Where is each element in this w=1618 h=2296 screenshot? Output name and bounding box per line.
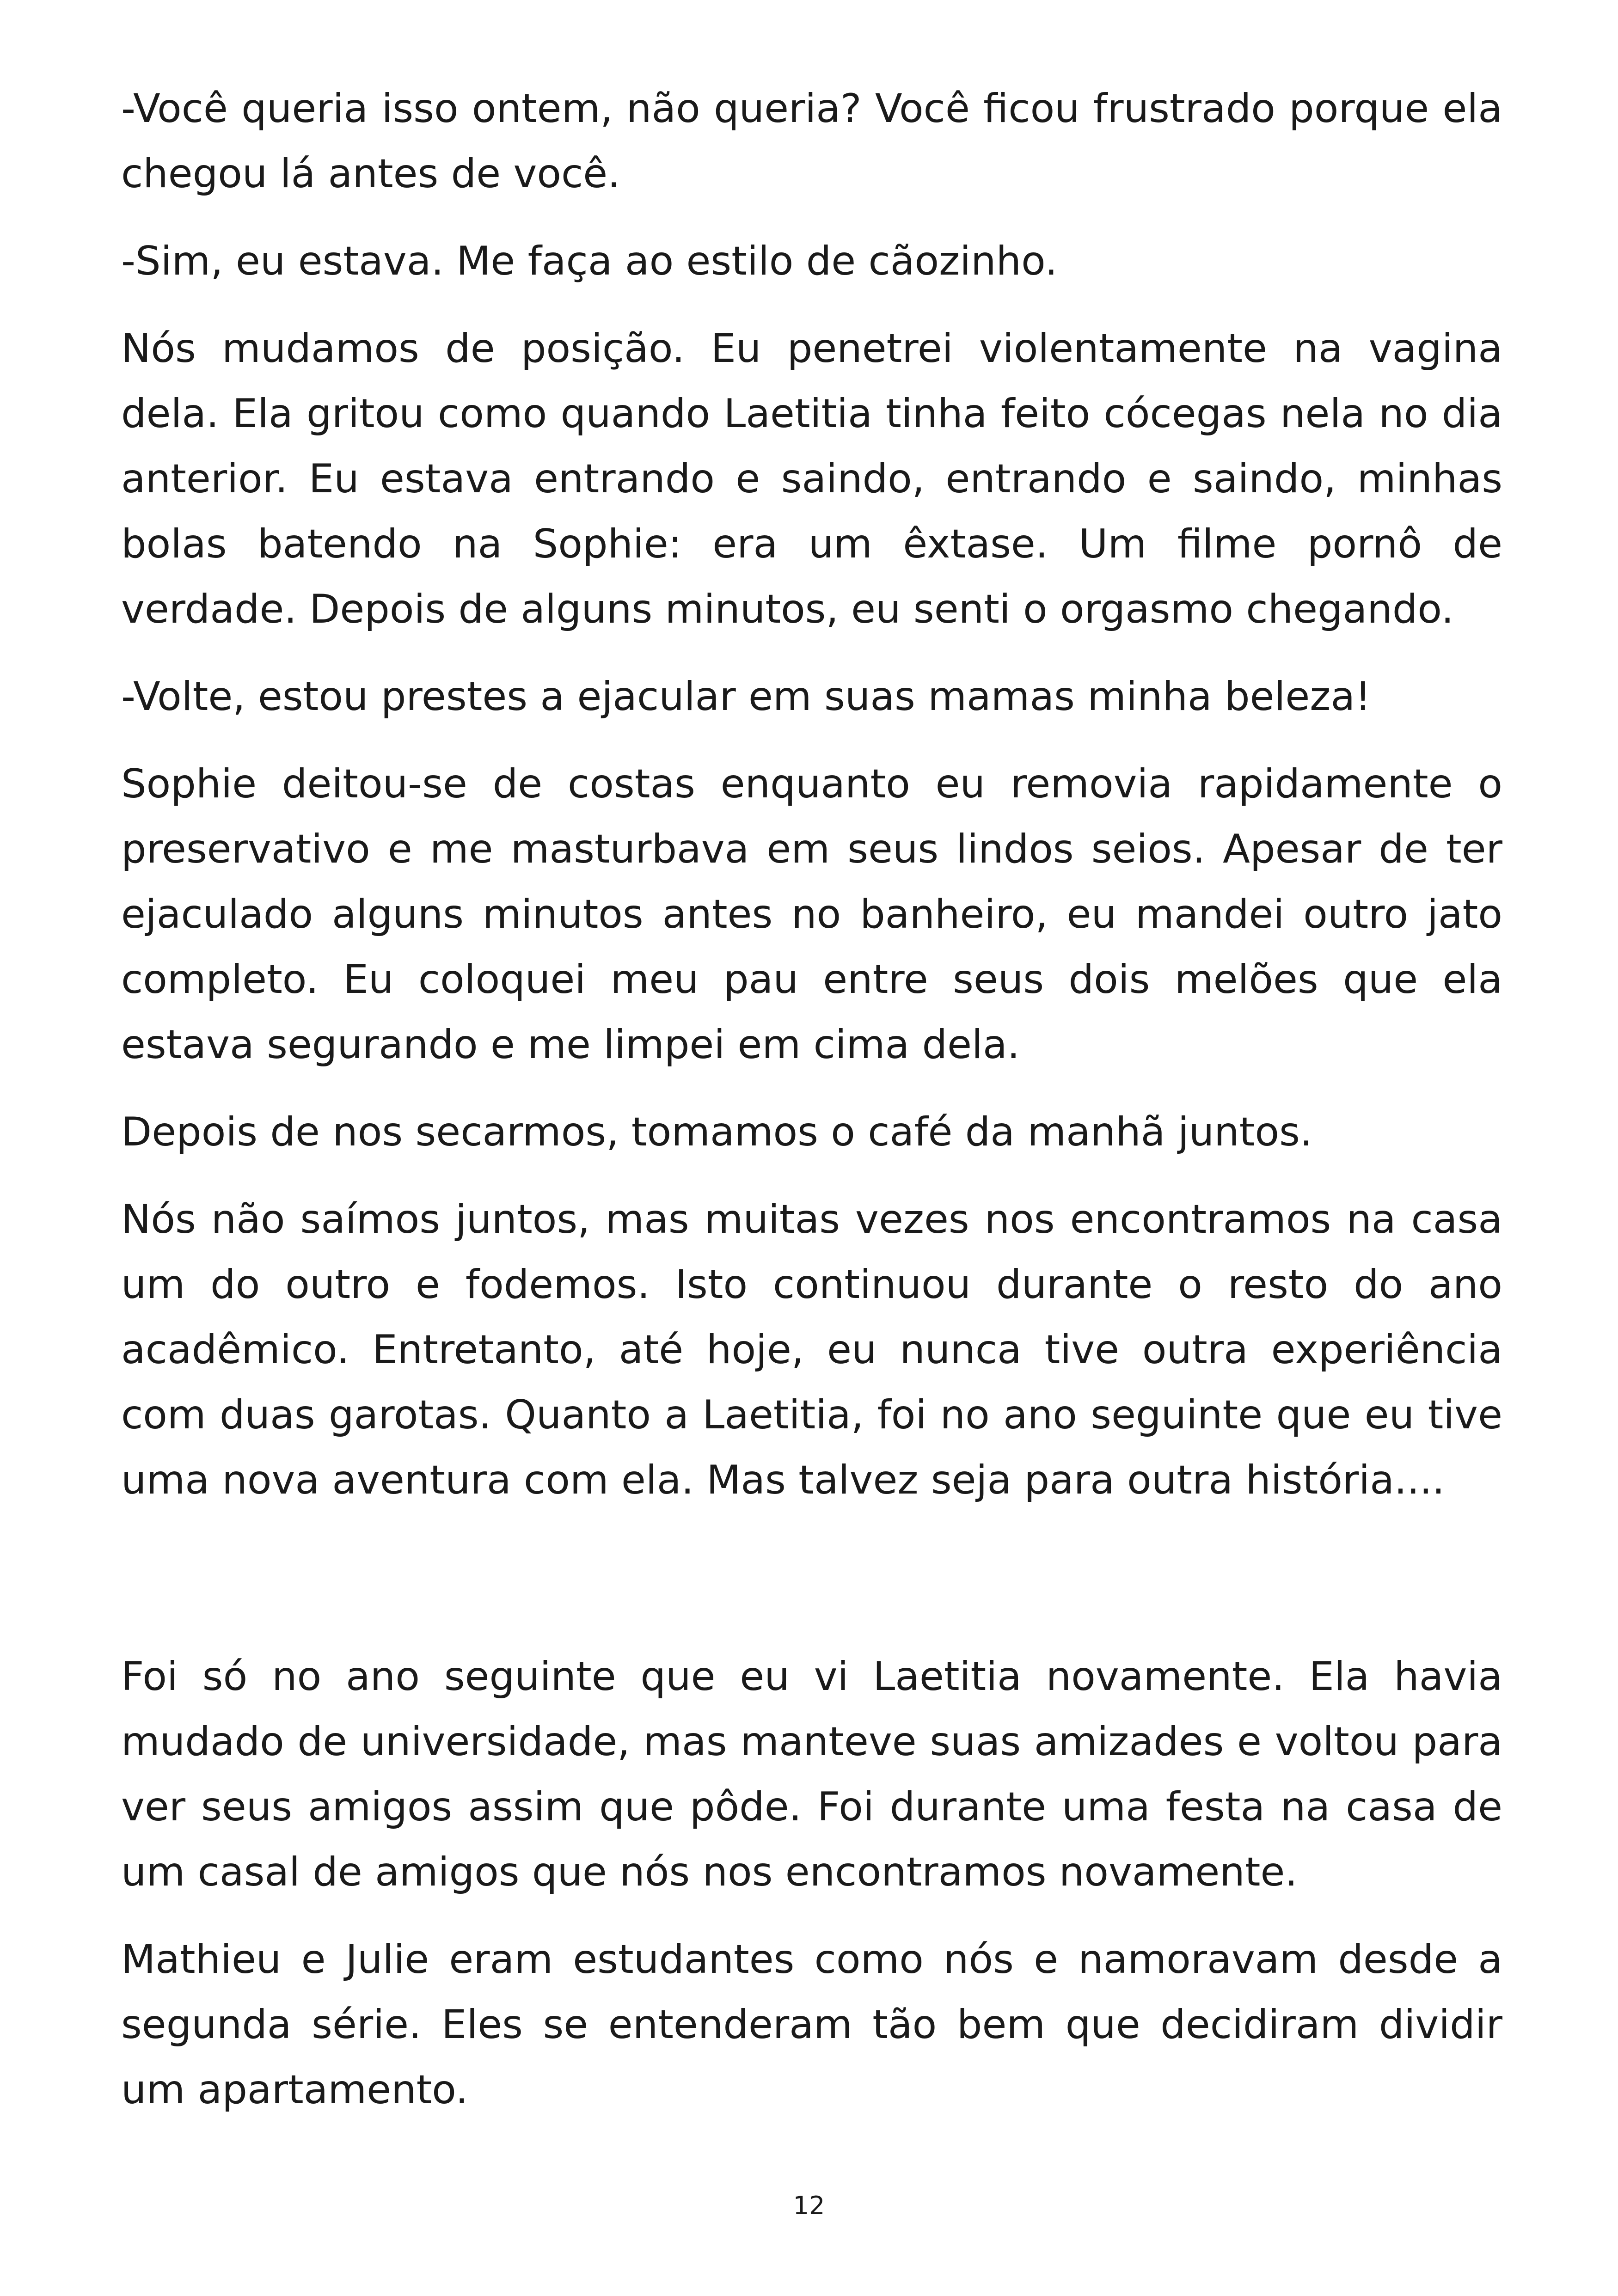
body-text xyxy=(121,76,1502,2145)
paragraph: Mathieu e Julie eram estudantes como nós e namoravam desde a segunda série. Eles se entenderam tão bem que decidiram dividir um apartamento. xyxy=(121,1936,1502,2113)
paragraph: -Você queria isso ontem, não queria? Você ficou frustrado porque ela chegou lá antes de você. xyxy=(121,86,1502,197)
section-break xyxy=(121,1535,1502,1644)
paragraph: Foi só no ano seguinte que eu vi Laetitia novamente. Ela havia mudado de universidade, mas manteve suas amizades e voltou para ver seus amigos assim que pôde. Foi durante uma festa na casa de um casal de amigos que nós nos encontramos novamente. xyxy=(121,1653,1502,1895)
paragraph: -Volte, estou prestes a ejacular em suas mamas minha beleza! xyxy=(121,673,1371,720)
paragraph: -Sim, eu estava. Me faça ao estilo de cãozinho. xyxy=(121,238,1058,284)
paragraph: Nós não saímos juntos, mas muitas vezes nos encontramos na casa um do outro e fodemos. Isto continuou durante o resto do ano acadêmico. Entretanto, até hoje, eu nunca tive outra experiência com duas garotas. Quanto a Laetitia, foi no ano seguinte que eu tive uma nova aventura com ela. Mas talvez seja para outra história.... xyxy=(121,1196,1502,1503)
paragraph: Sophie deitou-se de costas enquanto eu removia rapidamente o preservativo e me masturbava em seus lindos seios. Apesar de ter ejaculado alguns minutos antes no banheiro, eu mandei outro jato completo. Eu coloquei meu pau entre seus dois melões que ela estava segurando e me limpei em cima dela. xyxy=(121,761,1502,1068)
paragraph: Depois de nos secarmos, tomamos o café da manhã juntos. xyxy=(121,1109,1313,1155)
paragraph: Nós mudamos de posição. Eu penetrei violentamente na vagina dela. Ela gritou como quando Laetitia tinha feito cócegas nela no dia anterior. Eu estava entrando e saindo, entrando e saindo, minhas bolas batendo na Sophie: era um êxtase. Um filme pornô de verdade. Depois de alguns minutos, eu senti o orgasmo chegando. xyxy=(121,325,1502,632)
page-number: 12 xyxy=(793,2191,825,2220)
